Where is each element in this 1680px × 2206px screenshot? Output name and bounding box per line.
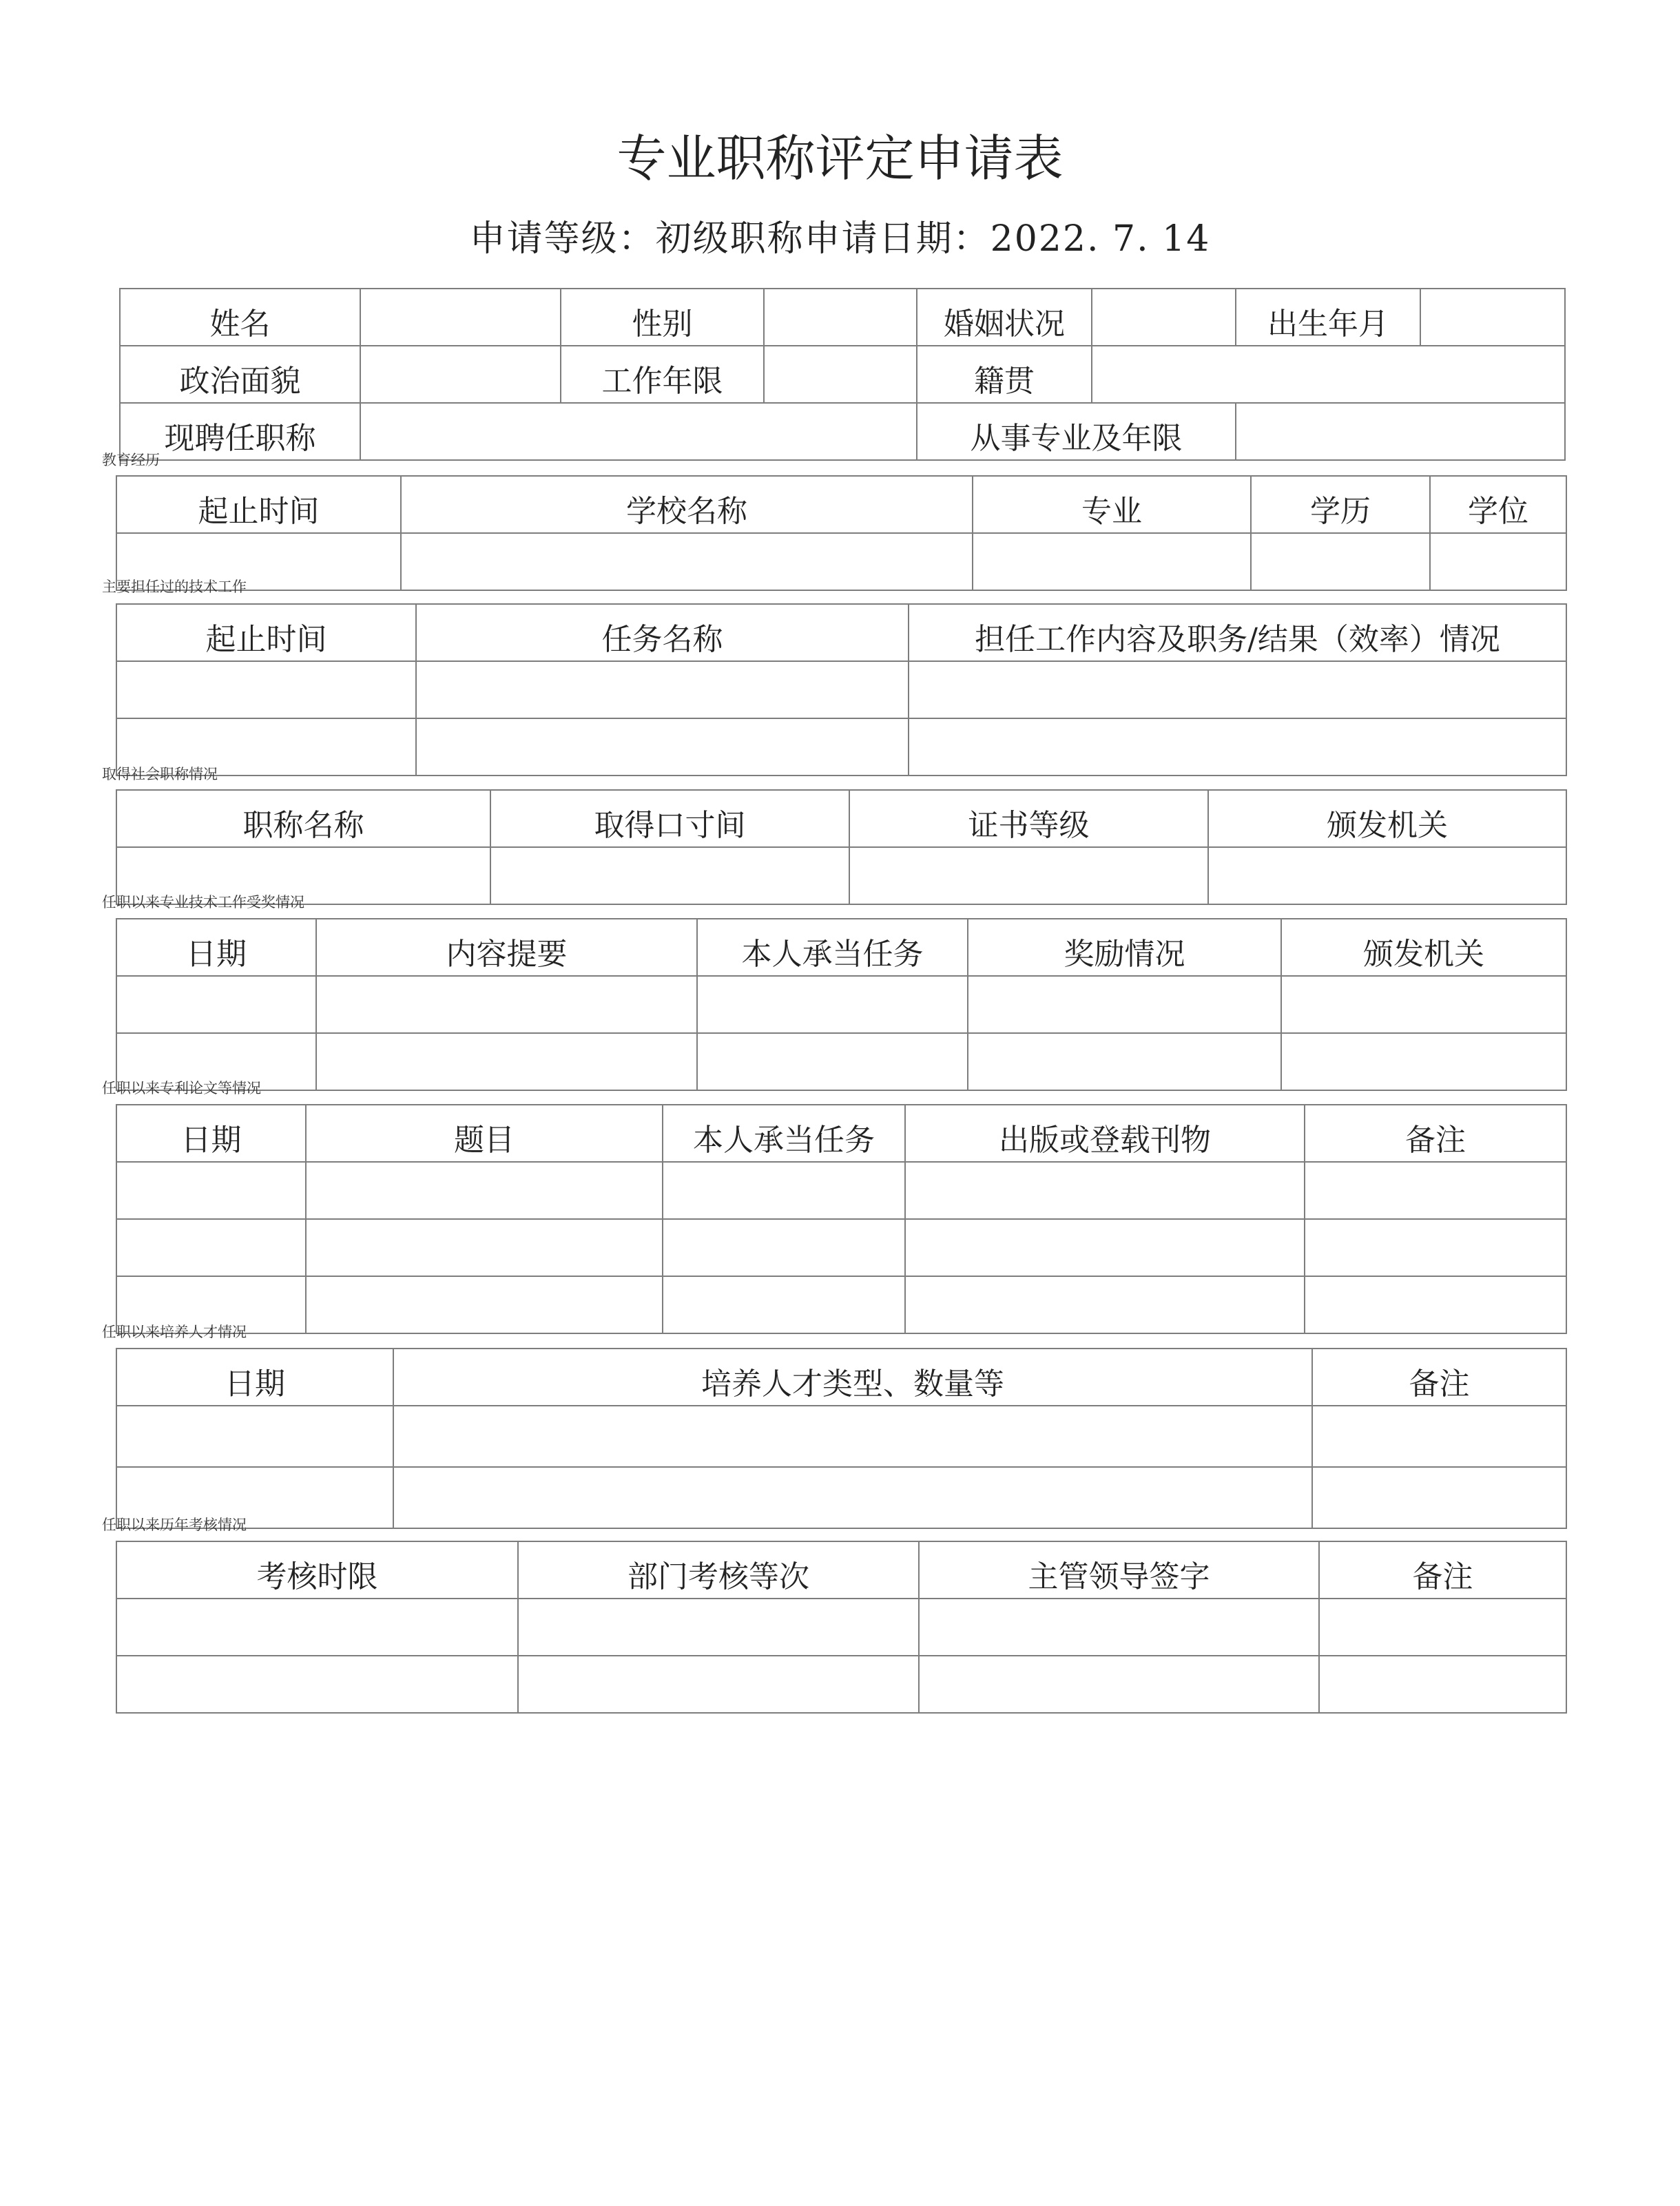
- header-cell: 学位: [1430, 476, 1566, 533]
- table-row: [116, 1033, 1566, 1090]
- education-table: [116, 475, 1567, 591]
- header-cell: 本人承当任务: [663, 1105, 905, 1162]
- table-cell[interactable]: [905, 1162, 1305, 1219]
- table-cell[interactable]: [116, 1599, 518, 1656]
- table-cell[interactable]: [416, 661, 909, 718]
- table-row: [116, 1599, 1566, 1656]
- table-row: [116, 1276, 1566, 1333]
- table-cell[interactable]: [116, 1162, 306, 1219]
- header-cell: 取得口寸间: [490, 790, 849, 847]
- marital-field[interactable]: [1092, 289, 1236, 346]
- header-cell: 备注: [1305, 1105, 1566, 1162]
- header-cell: 出版或登载刊物: [905, 1105, 1305, 1162]
- table-cell[interactable]: [909, 718, 1566, 776]
- table-cell[interactable]: [1305, 1162, 1566, 1219]
- table-cell[interactable]: [1319, 1599, 1566, 1656]
- header-cell: 颁发机关: [1281, 919, 1566, 976]
- work-years-label: 工作年限: [561, 346, 764, 403]
- table-cell[interactable]: [116, 1406, 393, 1467]
- header-cell: 部门考核等次: [518, 1541, 919, 1599]
- application-info: 申请等级：初级职称申请日期：2022. 7. 14: [469, 218, 1211, 260]
- table-row: [116, 1656, 1566, 1713]
- table-cell[interactable]: [116, 661, 416, 718]
- political-label: 政治面貌: [120, 346, 360, 403]
- header-cell: 起止时间: [116, 604, 416, 661]
- gender-field[interactable]: [764, 289, 917, 346]
- table-cell[interactable]: [1305, 1276, 1566, 1333]
- table-cell[interactable]: [116, 1656, 518, 1713]
- header-cell: 担任工作内容及职务/结果（效率）情况: [909, 604, 1566, 661]
- header-cell: 学历: [1251, 476, 1430, 533]
- table-row: [116, 1219, 1566, 1276]
- header-cell: 专业: [973, 476, 1251, 533]
- table-cell[interactable]: [909, 661, 1566, 718]
- header-cell: 题目: [306, 1105, 663, 1162]
- education-section-label: 教育经历: [102, 452, 160, 468]
- papers-table: [116, 1104, 1567, 1334]
- native-place-label: 籍贯: [917, 346, 1092, 403]
- header-cell: 备注: [1312, 1349, 1566, 1406]
- header-cell: 主管领导签字: [919, 1541, 1319, 1599]
- political-field[interactable]: [360, 346, 561, 403]
- talent-table: [116, 1348, 1567, 1529]
- table-cell[interactable]: [1312, 1467, 1566, 1528]
- table-row: [116, 1467, 1566, 1528]
- table-cell[interactable]: [919, 1599, 1319, 1656]
- table-cell[interactable]: [1305, 1219, 1566, 1276]
- header-cell: 奖励情况: [968, 919, 1281, 976]
- table-cell[interactable]: [663, 1219, 905, 1276]
- awards-section-label: 任职以来专业技术工作受奖情况: [102, 894, 304, 911]
- table-cell[interactable]: [306, 1219, 663, 1276]
- header-cell: 学校名称: [401, 476, 973, 533]
- table-cell[interactable]: [919, 1656, 1319, 1713]
- table-cell[interactable]: [416, 718, 909, 776]
- table-cell[interactable]: [663, 1276, 905, 1333]
- table-cell[interactable]: [968, 976, 1281, 1033]
- table-cell[interactable]: [905, 1219, 1305, 1276]
- header-cell: 日期: [116, 1349, 393, 1406]
- table-cell[interactable]: [401, 533, 973, 590]
- work-years-field[interactable]: [764, 346, 917, 403]
- table-row: [116, 1406, 1566, 1467]
- header-cell: 日期: [116, 919, 316, 976]
- table-cell[interactable]: [306, 1162, 663, 1219]
- marital-label: 婚姻状况: [917, 289, 1092, 346]
- header-cell: 职称名称: [116, 790, 490, 847]
- header-cell: 任务名称: [416, 604, 909, 661]
- table-row: [116, 847, 1566, 904]
- table-cell[interactable]: [306, 1276, 663, 1333]
- header-cell: 本人承当任务: [697, 919, 968, 976]
- header-cell: 考核时限: [116, 1541, 518, 1599]
- table-cell[interactable]: [1430, 533, 1566, 590]
- header-cell: 颁发机关: [1208, 790, 1566, 847]
- table-cell[interactable]: [1281, 976, 1566, 1033]
- table-row: [116, 661, 1566, 718]
- birth-label: 出生年月: [1236, 289, 1420, 346]
- header-cell: 证书等级: [849, 790, 1208, 847]
- table-row: [116, 533, 1566, 590]
- social-titles-section-label: 取得社会职称情况: [102, 766, 218, 782]
- assessment-table: [116, 1541, 1567, 1714]
- table-cell[interactable]: [1281, 1033, 1566, 1090]
- current-title-field[interactable]: [360, 403, 917, 460]
- table-cell[interactable]: [1312, 1406, 1566, 1467]
- basic-info-table: [119, 288, 1566, 461]
- table-cell[interactable]: [905, 1276, 1305, 1333]
- header-cell: 内容提要: [316, 919, 697, 976]
- major-years-label: 从事专业及年限: [917, 403, 1236, 460]
- name-field[interactable]: [360, 289, 561, 346]
- table-cell[interactable]: [697, 1033, 968, 1090]
- table-cell[interactable]: [518, 1599, 919, 1656]
- assessment-section-label: 任职以来历年考核情况: [102, 1517, 247, 1533]
- awards-table: [116, 918, 1567, 1091]
- social-titles-table: [116, 789, 1567, 905]
- table-cell[interactable]: [316, 1033, 697, 1090]
- table-cell[interactable]: [973, 533, 1251, 590]
- talent-section-label: 任职以来培养人才情况: [102, 1324, 247, 1340]
- table-row: [116, 976, 1566, 1033]
- table-cell[interactable]: [968, 1033, 1281, 1090]
- papers-section-label: 任职以来专利论文等情况: [102, 1080, 261, 1096]
- table-cell[interactable]: [1251, 533, 1430, 590]
- technical-work-section-label: 主要担任过的技术工作: [102, 579, 247, 595]
- native-place-field[interactable]: [1092, 346, 1565, 403]
- table-cell[interactable]: [393, 1406, 1312, 1467]
- table-cell[interactable]: [518, 1656, 919, 1713]
- table-cell[interactable]: [849, 847, 1208, 904]
- table-cell[interactable]: [1208, 847, 1566, 904]
- form-title: 专业职称评定申请表: [616, 129, 1064, 187]
- header-cell: 培养人才类型、数量等: [393, 1349, 1312, 1406]
- birth-field[interactable]: [1420, 289, 1565, 346]
- table-cell[interactable]: [116, 1219, 306, 1276]
- header-cell: 备注: [1319, 1541, 1566, 1599]
- table-row: [116, 718, 1566, 776]
- current-title-label: 现聘任职称: [120, 403, 360, 460]
- table-row: [116, 1162, 1566, 1219]
- gender-label: 性别: [561, 289, 764, 346]
- technical-work-table: [116, 603, 1567, 776]
- table-cell[interactable]: [1319, 1656, 1566, 1713]
- table-cell[interactable]: [316, 976, 697, 1033]
- name-label: 姓名: [120, 289, 360, 346]
- table-cell[interactable]: [663, 1162, 905, 1219]
- table-cell[interactable]: [393, 1467, 1312, 1528]
- header-cell: 起止时间: [116, 476, 401, 533]
- major-years-field[interactable]: [1236, 403, 1565, 460]
- header-cell: 日期: [116, 1105, 306, 1162]
- table-cell[interactable]: [116, 976, 316, 1033]
- table-cell[interactable]: [697, 976, 968, 1033]
- table-cell[interactable]: [490, 847, 849, 904]
